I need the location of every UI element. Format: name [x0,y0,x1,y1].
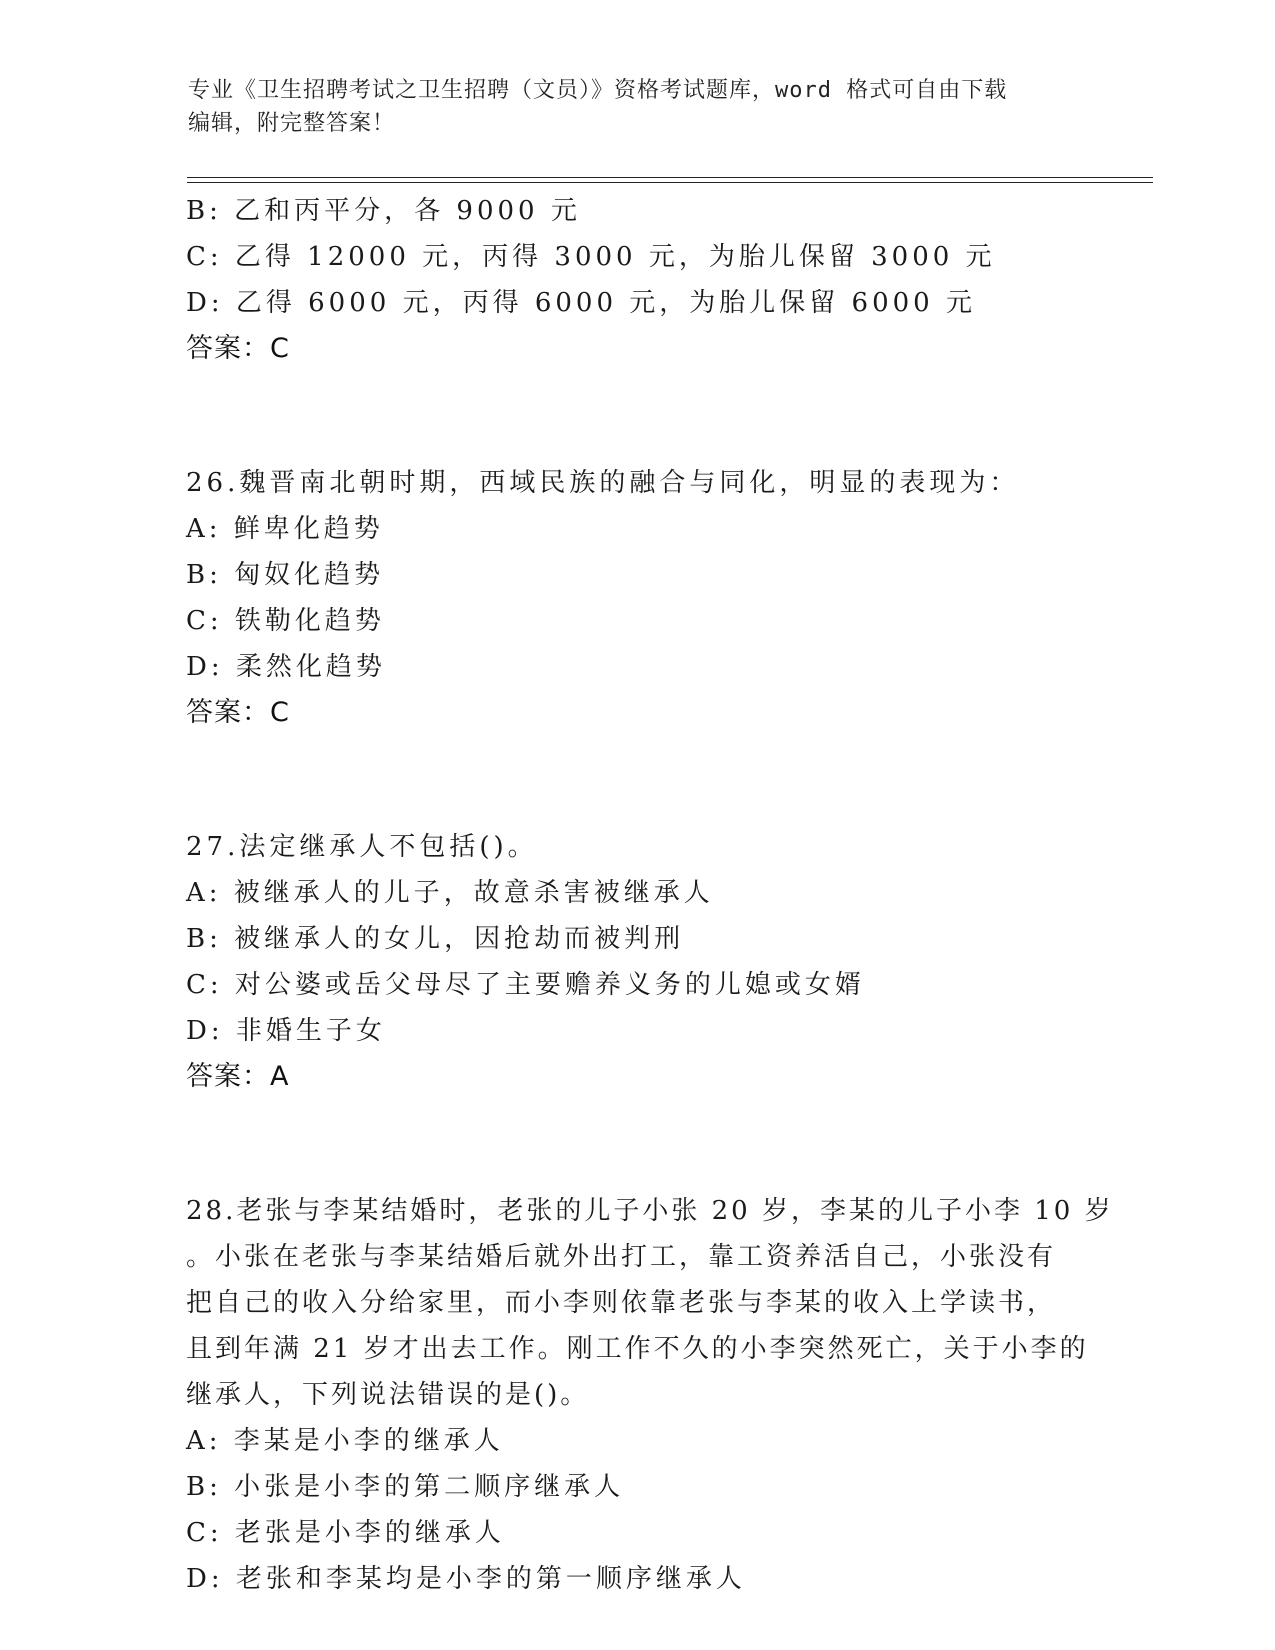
document-header [188,74,1088,140]
option-b: B: 匈奴化趋势 [186,560,385,590]
header-rule-top [187,177,1153,178]
question-28 [186,1188,1114,1602]
answer: 答案：A [186,1061,290,1092]
option-b: B: 小张是小李的第二顺序继承人 [186,1472,625,1502]
question-stem [186,1188,1114,1418]
option-d: D: 乙得 6000 元，丙得 6000 元，为胎儿保留 6000 元 [186,288,976,318]
header-line-2: 编辑，附完整答案！ [188,111,396,136]
question-list [186,188,1114,1602]
stem-line: 且到年满 21 岁才出去工作。刚工作不久的小李突然死亡，关于小李的 [186,1334,1089,1364]
option-a: A: 鲜卑化趋势 [186,514,384,544]
option-c: C: 铁勒化趋势 [186,606,385,636]
question-26 [186,460,1086,736]
stem-line: 28.老张与李某结婚时，老张的儿子小张 20 岁，李某的儿子小李 10 岁 [186,1196,1114,1226]
answer: 答案：C [186,697,290,728]
header-rule-bottom [187,182,1153,183]
option-a: A: 李某是小李的继承人 [186,1426,504,1456]
option-a: A: 被继承人的儿子，故意杀害被继承人 [186,878,714,908]
stem-line: 把自己的收入分给家里，而小李则依靠老张与李某的收入上学读书， [186,1288,1057,1318]
spacer [186,736,1086,824]
header-line-1: 专业《卫生招聘考试之卫生招聘（文员）》资格考试题库，word 格式可自由下载 [188,78,1008,103]
spacer [186,372,1086,460]
question-27 [186,824,1086,1100]
option-d: D: 非婚生子女 [186,1016,386,1046]
option-c: C: 对公婆或岳父母尽了主要赡养义务的儿媳或女婿 [186,970,865,1000]
option-b: B: 被继承人的女儿，因抢劫而被判刑 [186,924,685,954]
question-25 [186,188,1086,372]
spacer [186,1100,1086,1188]
question-stem: 27.法定继承人不包括()。 [186,832,538,862]
option-d: D: 老张和李某均是小李的第一顺序继承人 [186,1564,746,1594]
stem-line: 。小张在老张与李某结婚后就外出打工，靠工资养活自己，小张没有 [186,1242,1057,1272]
option-c: C: 老张是小李的继承人 [186,1518,505,1548]
option-c: C: 乙得 12000 元，丙得 3000 元，为胎儿保留 3000 元 [186,242,996,272]
answer: 答案：C [186,333,290,364]
option-d: D: 柔然化趋势 [186,652,386,682]
stem-line: 继承人，下列说法错误的是()。 [186,1380,590,1410]
question-stem: 26.魏晋南北朝时期，西域民族的融合与同化，明显的表现为： [186,468,1020,498]
option-b: B: 乙和丙平分，各 9000 元 [186,196,581,226]
